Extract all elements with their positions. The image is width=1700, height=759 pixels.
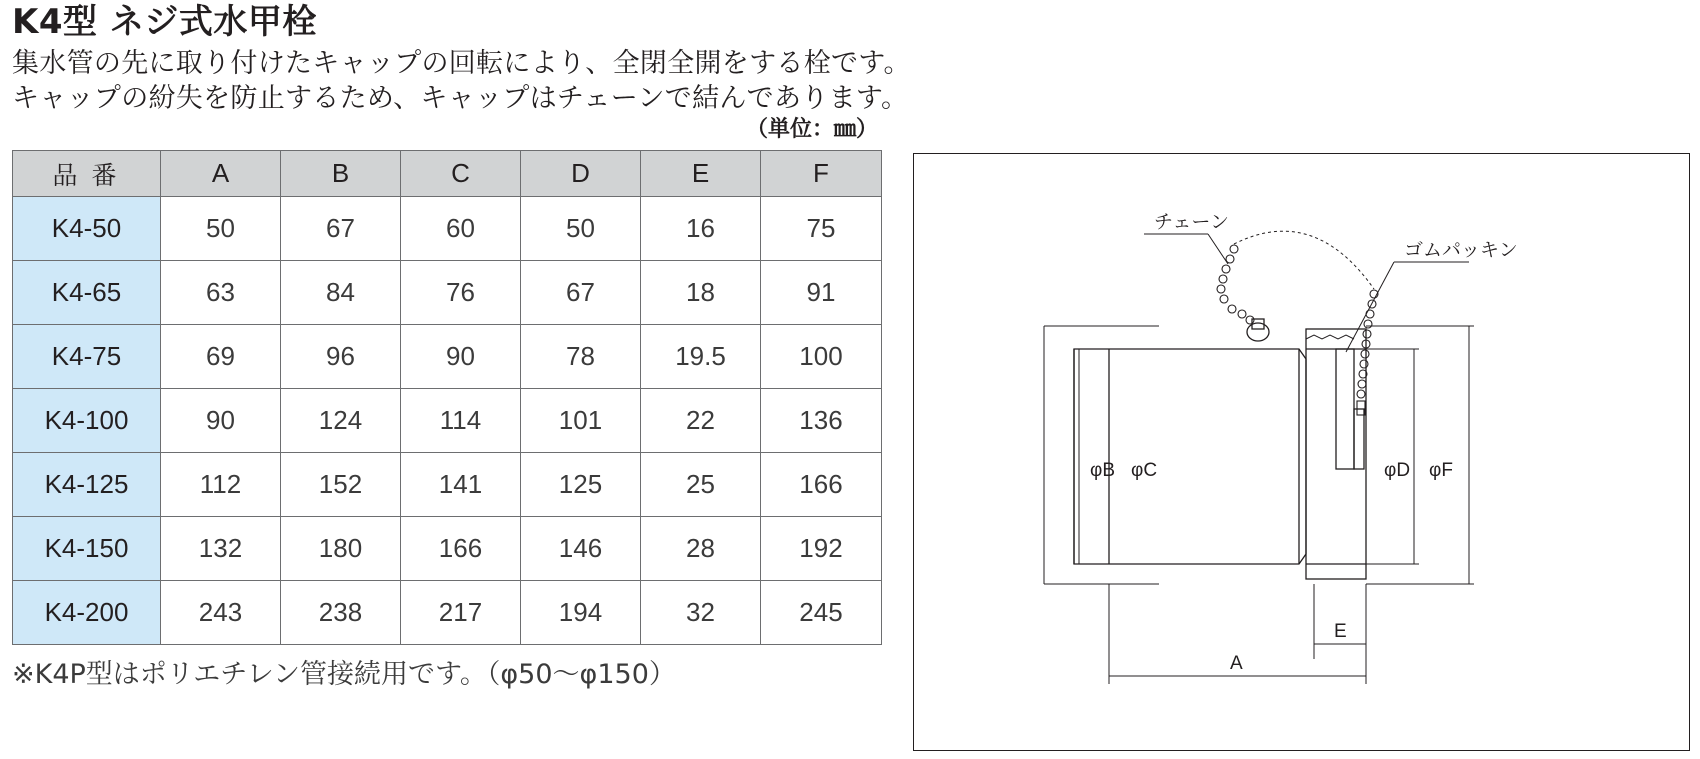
cap-body [1074,349,1306,564]
value-cell: 100 [761,325,882,389]
value-cell: 124 [281,389,401,453]
value-cell: 60 [401,197,521,261]
dim-e-label: E [1334,621,1347,642]
table-row [13,517,882,581]
model-cell: K4-65 [13,261,161,325]
value-cell: 69 [161,325,281,389]
value-cell: 243 [161,581,281,645]
value-cell: 132 [161,517,281,581]
header-e: E [641,151,761,197]
value-cell: 67 [281,197,401,261]
value-cell: 141 [401,453,521,517]
value-cell: 166 [401,517,521,581]
value-cell: 192 [761,517,882,581]
value-cell: 50 [521,197,641,261]
model-cell: K4-50 [13,197,161,261]
value-cell: 28 [641,517,761,581]
model-cell: K4-200 [13,581,161,645]
value-cell: 90 [161,389,281,453]
value-cell: 67 [521,261,641,325]
model-cell: K4-100 [13,389,161,453]
header-c: C [401,151,521,197]
value-cell: 75 [761,197,882,261]
table-row [13,325,882,389]
value-cell: 238 [281,581,401,645]
value-cell: 96 [281,325,401,389]
thread-flange [1306,329,1366,579]
table-row [13,197,882,261]
footnote: ※K4P型はポリエチレン管接続用です。（φ50～φ150） [12,659,676,690]
chain-label: チェーン [1154,212,1230,233]
value-cell: 76 [401,261,521,325]
spec-table [12,150,882,645]
dim-phi-f-label: φF [1429,460,1453,481]
value-cell: 22 [641,389,761,453]
model-cell: K4-150 [13,517,161,581]
header-b: B [281,151,401,197]
dim-phi-b-label: φB [1090,460,1115,481]
value-cell: 18 [641,261,761,325]
value-cell: 217 [401,581,521,645]
value-cell: 63 [161,261,281,325]
unit-label: （単位：㎜） [745,117,878,142]
value-cell: 125 [521,453,641,517]
table-row [13,581,882,645]
value-cell: 78 [521,325,641,389]
value-cell: 194 [521,581,641,645]
value-cell: 146 [521,517,641,581]
technical-drawing [913,153,1690,751]
gasket-label: ゴムパッキン [1404,240,1518,261]
value-cell: 245 [761,581,882,645]
dim-phi-d-label: φD [1384,460,1411,481]
header-d: D [521,151,641,197]
value-cell: 84 [281,261,401,325]
model-cell: K4-75 [13,325,161,389]
value-cell: 19.5 [641,325,761,389]
value-cell: 50 [161,197,281,261]
value-cell: 25 [641,453,761,517]
table-row [13,389,882,453]
value-cell: 101 [521,389,641,453]
value-cell: 152 [281,453,401,517]
header-f: F [761,151,882,197]
table-row [13,261,882,325]
value-cell: 16 [641,197,761,261]
description-line-2: キャップの紛失を防止するため、キャップはチェーンで結んであります。 [12,83,909,114]
value-cell: 91 [761,261,882,325]
hydrant-cross-section-diagram [914,154,1691,752]
header-a: A [161,151,281,197]
page-title: K4型 ネジ式水甲栓 [12,2,317,42]
value-cell: 112 [161,453,281,517]
value-cell: 136 [761,389,882,453]
value-cell: 90 [401,325,521,389]
value-cell: 32 [641,581,761,645]
value-cell: 114 [401,389,521,453]
model-cell: K4-125 [13,453,161,517]
dim-a-label: A [1230,653,1243,674]
description-line-1: 集水管の先に取り付けたキャップの回転により、全閉全開をする栓です。 [12,48,911,79]
dim-phi-c-label: φC [1131,460,1158,481]
value-cell: 180 [281,517,401,581]
header-model: 品番 [13,151,161,197]
chain-mount [1247,319,1269,341]
table-row [13,453,882,517]
table-header-row [13,151,882,197]
value-cell: 166 [761,453,882,517]
